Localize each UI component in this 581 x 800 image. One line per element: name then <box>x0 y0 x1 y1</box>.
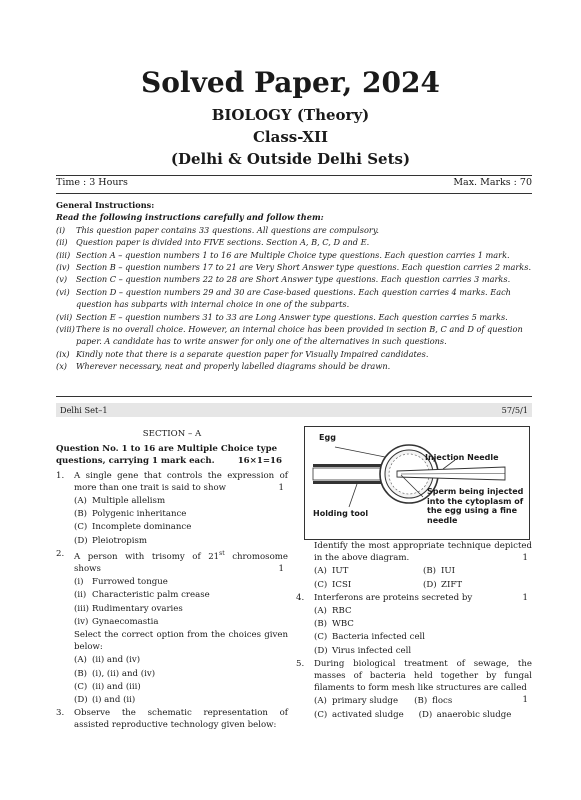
q3-text2: Identify the most appropriate technique depicted in the above diagram. <box>314 541 532 564</box>
option-text: Virus infected cell <box>332 645 412 656</box>
instruction-text: Question paper is divided into FIVE sections. Section A, B, C, D and E. <box>76 237 370 248</box>
option-label: (A) <box>314 606 327 617</box>
option-label: (A) <box>314 566 327 577</box>
instruction-number: (ii) <box>56 237 68 248</box>
option <box>419 709 532 721</box>
question-4 <box>296 592 532 604</box>
instruction-number: (v) <box>56 274 68 285</box>
section-title: SECTION – A <box>142 429 202 439</box>
q3-mark: 1 <box>522 553 528 564</box>
q1-text: A single gene that controls the expression of more than one trait is said to show <box>74 470 288 493</box>
option <box>56 521 288 533</box>
q4-options <box>296 605 532 657</box>
option <box>423 579 532 591</box>
instruction-item <box>56 286 532 311</box>
divider <box>56 193 532 194</box>
q3-identify <box>296 540 532 564</box>
paper-title: Solved Paper, 2024 <box>141 66 440 99</box>
instruction-item <box>56 249 532 261</box>
instruction-item <box>56 273 532 285</box>
option-text: Multiple allelism <box>92 496 166 507</box>
instruction-number: (i) <box>56 224 66 235</box>
instruction-number: (iv) <box>56 262 70 273</box>
option-text: ZIFT <box>441 579 463 590</box>
option-label: (B) <box>74 668 88 679</box>
right-column <box>296 540 532 722</box>
option-text: (ii) and (iii) <box>92 681 141 692</box>
option-text: IUI <box>441 566 456 577</box>
q2-text-a: A person with trisomy of 21 <box>74 551 220 562</box>
option-text: RBC <box>332 606 352 617</box>
instruction-item <box>56 224 532 236</box>
option-row <box>296 695 523 707</box>
option-text: WBC <box>332 619 354 630</box>
option-text: Polygenic inheritance <box>92 509 187 520</box>
holding-tool-label: Holding tool <box>313 509 369 518</box>
statement-label: (ii) <box>74 590 87 601</box>
option-text: ICSI <box>332 579 352 590</box>
question-3 <box>56 707 288 731</box>
option <box>314 565 423 577</box>
instruction-item <box>56 236 532 248</box>
option-label: (C) <box>314 632 328 643</box>
question-1 <box>56 470 288 494</box>
option <box>56 535 288 547</box>
instruction-text: Section D – question numbers 29 and 30 are Case-based questions. Each question carries 4 marks. Each question has subparts with internal choice in one of the subparts. <box>76 286 511 310</box>
option-label: (A) <box>74 496 87 507</box>
set-bar <box>56 403 532 417</box>
q2-prompt-row <box>56 629 288 653</box>
statement-text: Rudimentary ovaries <box>92 603 183 614</box>
option-text: (i), (ii) and (iv) <box>92 668 156 679</box>
option-text: (ii) and (iv) <box>92 655 141 666</box>
instruction-item <box>56 311 532 323</box>
instruction-text: Kindly note that there is a separate question paper for Visually Impaired candidates. <box>76 348 429 359</box>
option <box>56 508 288 520</box>
option-text: Incomplete dominance <box>92 522 192 533</box>
q2-number: 2. <box>56 548 65 559</box>
statement <box>56 576 288 588</box>
instructions-list <box>56 224 532 373</box>
option <box>296 631 532 643</box>
q2-sup: st <box>219 549 225 557</box>
option-label: (B) <box>74 509 88 520</box>
option-label: (D) <box>74 694 88 705</box>
q5-number: 5. <box>296 658 305 669</box>
section-note-text: Question No. 1 to 16 are Multiple Choice type questions, carrying 1 mark each. <box>56 444 278 467</box>
q2-options <box>56 654 288 706</box>
option-label: (C) <box>314 709 328 720</box>
instruction-number: (x) <box>56 361 68 372</box>
instruction-text: Section A – question numbers 1 to 16 are Multiple Choice type questions. Each question carries 1 mark. <box>76 249 510 260</box>
option-label: (D) <box>423 579 437 590</box>
option-label: (C) <box>314 579 328 590</box>
instruction-item <box>56 360 532 372</box>
option <box>314 579 423 591</box>
statement <box>56 603 288 615</box>
instructions-intro: Read the following instructions carefully and follow them: <box>56 212 324 223</box>
option-label: (C) <box>74 681 88 692</box>
option-label: (A) <box>74 655 87 666</box>
time-label: Time : 3 Hours <box>56 177 128 188</box>
q1-number: 1. <box>56 470 65 481</box>
q2-items <box>56 576 288 628</box>
set-name: Delhi Set–1 <box>60 405 108 415</box>
option-label: (B) <box>314 619 328 630</box>
max-marks-label: Max. Marks : 70 <box>453 177 532 188</box>
q2-prompt: Select the correct option from the choices given below: <box>74 629 288 653</box>
option-row <box>296 709 532 721</box>
statement-text: Furrowed tongue <box>92 577 168 588</box>
q5-options <box>296 695 532 720</box>
section-note <box>56 443 288 467</box>
instruction-item <box>56 261 532 273</box>
instruction-text: Wherever necessary, neat and properly labelled diagrams should be drawn. <box>76 361 391 372</box>
option-text: activated sludge <box>332 709 404 720</box>
q5-text: During biological treatment of sewage, the masses of bacteria held together by fungal filaments to form mesh like structures are called <box>314 658 532 694</box>
general-instructions <box>56 199 532 373</box>
instruction-text: Section B – question numbers 17 to 21 are Very Short Answer type questions. Each question carries 2 marks. <box>76 262 532 273</box>
q1-mark: 1 <box>278 482 284 493</box>
section-marks: 16×1=16 <box>237 456 282 467</box>
icsi-diagram <box>304 426 530 540</box>
option-text: Pleiotropism <box>92 535 148 546</box>
option-row <box>296 565 532 577</box>
set-code: 57/5/1 <box>501 405 528 415</box>
statement-label: (iv) <box>74 616 89 627</box>
statement <box>56 616 288 628</box>
option-text: IUT <box>332 566 349 577</box>
instruction-number: (ix) <box>56 348 70 359</box>
option <box>56 694 288 706</box>
statement-label: (iii) <box>74 603 89 614</box>
q3-text: Observe the schematic representation of assisted reproductive technology given below: <box>74 708 288 731</box>
option-label: (B) <box>423 566 437 577</box>
instruction-number: (vi) <box>56 286 70 297</box>
option-text: flocs <box>432 696 453 707</box>
egg-label: Egg <box>319 433 336 442</box>
option <box>296 645 532 657</box>
option-label: (C) <box>74 522 88 533</box>
q3-options <box>296 565 532 590</box>
option <box>414 695 522 707</box>
time-marks-row <box>56 177 532 188</box>
option <box>56 654 288 666</box>
statement-text: Gynaecomastia <box>92 616 159 627</box>
option <box>296 618 532 630</box>
option-text: anaerobic sludge <box>436 709 512 720</box>
statement-label: (i) <box>74 577 84 588</box>
sperm-label: Sperm being injected into the cytoplasm of the egg using a fine needle <box>427 487 524 525</box>
q4-number: 4. <box>296 592 305 603</box>
question-2 <box>56 548 288 575</box>
left-column <box>56 428 288 732</box>
subject-title: BIOLOGY (Theory) <box>211 106 370 124</box>
q2-text-b: chromosome shows <box>74 551 288 574</box>
needle-label: Injection Needle <box>425 453 499 462</box>
option <box>56 681 288 693</box>
option <box>314 709 419 721</box>
option-text: (i) and (ii) <box>92 694 136 705</box>
option <box>296 605 532 617</box>
instructions-heading: General Instructions: <box>56 200 155 210</box>
q1-options <box>56 495 288 547</box>
option-label: (D) <box>418 709 433 720</box>
option-label: (B) <box>414 696 428 707</box>
option <box>56 668 288 680</box>
option-text: Bacteria infected cell <box>332 632 426 643</box>
class-title: Class-XII <box>252 128 329 146</box>
option-label: (A) <box>314 696 327 707</box>
instruction-number: (viii) <box>56 324 75 335</box>
statement-text: Characteristic palm crease <box>92 590 210 601</box>
q4-text: Interferons are proteins secreted by <box>314 592 473 603</box>
option-label: (D) <box>314 645 328 656</box>
option <box>423 565 532 577</box>
q5-mark: 1 <box>522 695 528 706</box>
sets-title: (Delhi & Outside Delhi Sets) <box>170 150 411 168</box>
instruction-text: This question paper contains 33 questions. All questions are compulsory. <box>76 224 379 235</box>
instruction-number: (vii) <box>56 311 73 322</box>
instruction-text: Section E – question numbers 31 to 33 are Long Answer type questions. Each question carries 5 marks. <box>76 311 508 322</box>
option-text: primary sludge <box>332 696 399 707</box>
q3-number: 3. <box>56 708 65 719</box>
option <box>56 495 288 507</box>
instruction-text: There is no overall choice. However, an internal choice has been provided in section B, C and D of question paper. A candidate has to write answer for only one of the alternatives in such questions. <box>76 324 523 347</box>
statement <box>56 589 288 601</box>
instruction-item <box>56 348 532 360</box>
instruction-item <box>56 323 532 348</box>
instruction-text: Section C – question numbers 22 to 28 are Short Answer type questions. Each question carries 3 marks. <box>76 274 511 285</box>
instruction-number: (iii) <box>56 249 71 260</box>
divider <box>56 175 532 176</box>
q4-mark: 1 <box>522 592 528 603</box>
divider <box>56 396 532 397</box>
q2-mark: 1 <box>278 563 284 574</box>
option-row <box>296 579 532 591</box>
option <box>314 695 414 707</box>
option-label: (D) <box>74 535 88 546</box>
